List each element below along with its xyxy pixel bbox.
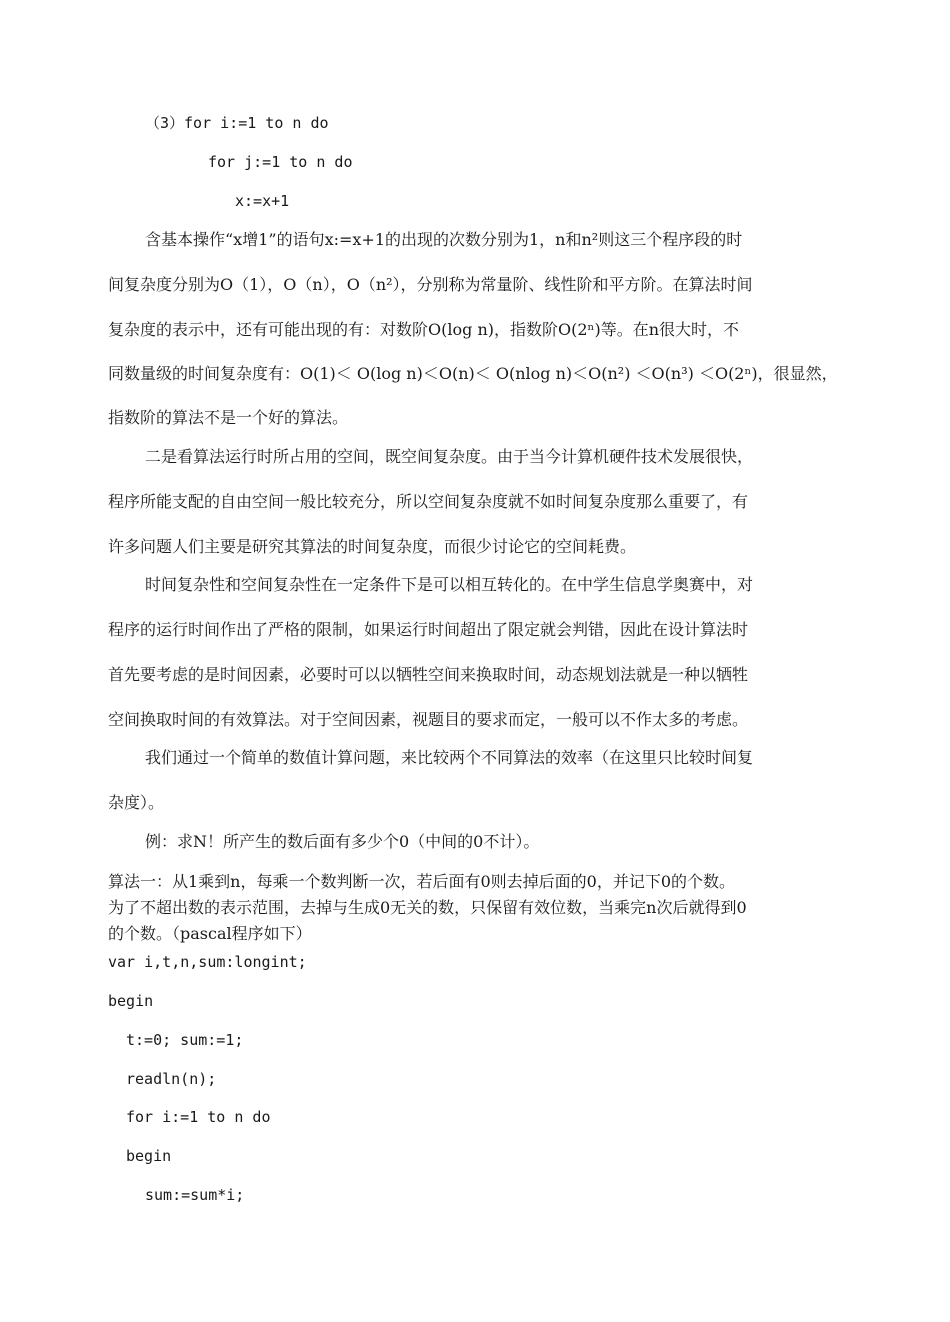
code-line: sum:=sum*i;	[145, 1186, 245, 1204]
paragraph-line: 程序的运行时间作出了严格的限制，如果运行时间超出了限定就会判错，因此在设计算法时	[108, 620, 749, 639]
paragraph-line: 程序所能支配的自由空间一般比较充分，所以空间复杂度就不如时间复杂度那么重要了，有	[108, 492, 749, 511]
paragraph-line: 二是看算法运行时所占用的空间，既空间复杂度。由于当今计算机硬件技术发展很快，	[145, 447, 754, 466]
code-line: begin	[126, 1147, 172, 1165]
paragraph-line: 间复杂度分别为O（1），O（n），O（n²），分别称为常量阶、线性阶和平方阶。在算法时间	[108, 275, 753, 294]
paragraph-line: 算法一：从1乘到n，每乘一个数判断一次，若后面有0则去掉后面的0，并记下0的个数。	[108, 872, 736, 891]
paragraph-line: 我们通过一个简单的数值计算问题，来比较两个不同算法的效率（在这里只比较时间复	[145, 748, 754, 767]
paragraph-line: 为了不超出数的表示范围，去掉与生成0无关的数，只保留有效位数，当乘完n次后就得到0	[108, 898, 747, 917]
paragraph-line: 时间复杂性和空间复杂性在一定条件下是可以相互转化的。在中学生信息学奥赛中，对	[145, 575, 754, 594]
paragraph-line: 许多问题人们主要是研究其算法的时间复杂度，而很少讨论它的空间耗费。	[108, 537, 637, 556]
code-line: readln(n);	[126, 1070, 217, 1088]
code-line: t:=0; sum:=1;	[126, 1031, 244, 1049]
code-line: for j:=1 to n do	[208, 153, 353, 171]
code-line: x:=x+1	[235, 192, 290, 210]
code-line: for i:=1 to n do	[126, 1108, 271, 1126]
paragraph-line: 指数阶的算法不是一个好的算法。	[108, 408, 349, 427]
paragraph-line: 的个数。（pascal程序如下）	[108, 924, 312, 943]
paragraph-line: 首先要考虑的是时间因素，必要时可以以牺牲空间来换取时间，动态规划法就是一种以牺牲	[108, 665, 749, 684]
paragraph-line: 同数量级的时间复杂度有：O(1)＜ O(log n)＜O(n)＜ O(nlog n)＜O(n²) ＜O(n³) ＜O(2ⁿ)，很显然，	[108, 364, 838, 383]
example-heading: 例：求N！所产生的数后面有多少个0（中间的0不计）。	[145, 832, 540, 851]
code-line: （3）for i:=1 to n do	[145, 114, 329, 132]
code-line: var i,t,n,sum:longint;	[108, 953, 307, 971]
paragraph-line: 杂度）。	[108, 793, 165, 812]
paragraph-line: 空间换取时间的有效算法。对于空间因素，视题目的要求而定，一般可以不作太多的考虑。	[108, 710, 749, 729]
paragraph-line: 复杂度的表示中，还有可能出现的有：对数阶O(log n)，指数阶O(2ⁿ)等。在n很大时，不	[108, 320, 739, 339]
code-line: begin	[108, 992, 154, 1010]
paragraph-line: 含基本操作“x增1”的语句x:=x+1的出现的次数分别为1，n和n²则这三个程序段的时	[145, 230, 743, 249]
